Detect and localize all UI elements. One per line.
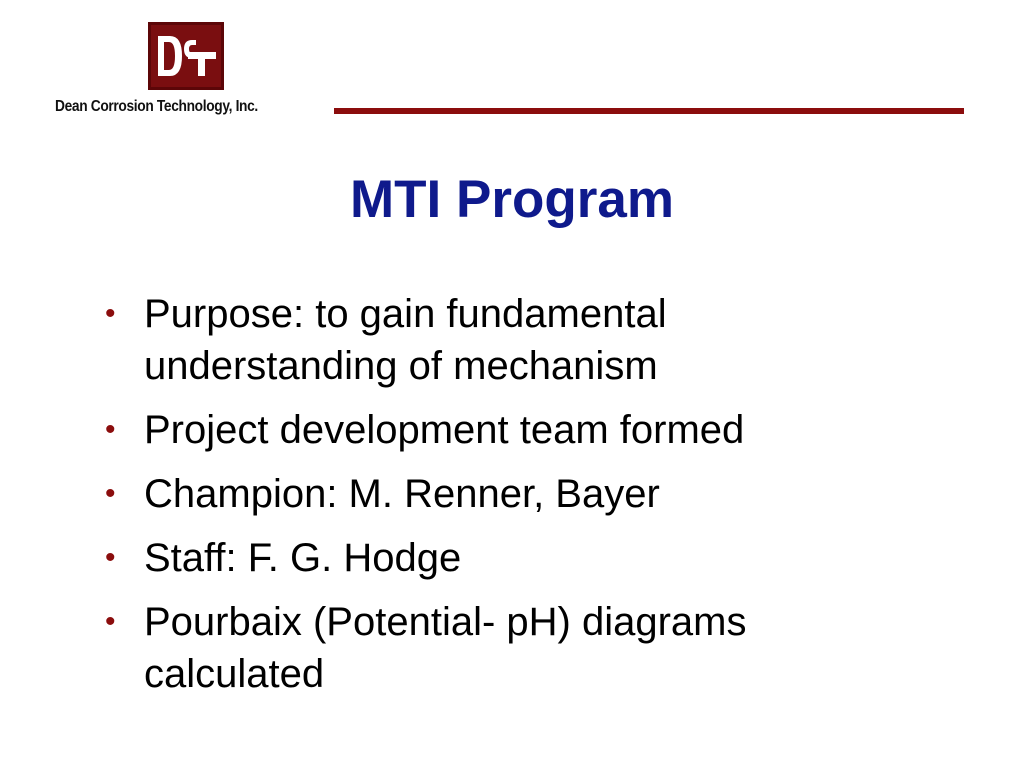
- bullet-icon: •: [105, 413, 116, 446]
- bullet-item: [100, 532, 860, 584]
- bullet-text: Purpose: to gain fundamental understanding of mechanism: [144, 292, 667, 388]
- bullet-item: [100, 468, 860, 520]
- bullet-item: [100, 596, 860, 700]
- bullet-text: Staff: F. G. Hodge: [144, 536, 462, 580]
- logo-glyph: [148, 22, 224, 90]
- bullet-item: [100, 288, 860, 392]
- header-divider: [334, 108, 964, 114]
- bullet-text: Project development team formed: [144, 408, 745, 452]
- company-name: Dean Corrosion Technology, Inc.: [55, 98, 258, 115]
- bullet-list: [100, 288, 860, 712]
- bullet-item: [100, 404, 860, 456]
- bullet-text: Champion: M. Renner, Bayer: [144, 472, 660, 516]
- company-logo: [148, 22, 224, 90]
- bullet-icon: •: [105, 605, 116, 638]
- slide-title: MTI Program: [350, 170, 674, 229]
- bullet-icon: •: [105, 297, 116, 330]
- bullet-text: Pourbaix (Potential- pH) diagrams calculated: [144, 600, 747, 696]
- bullet-icon: •: [105, 541, 116, 574]
- bullet-icon: •: [105, 477, 116, 510]
